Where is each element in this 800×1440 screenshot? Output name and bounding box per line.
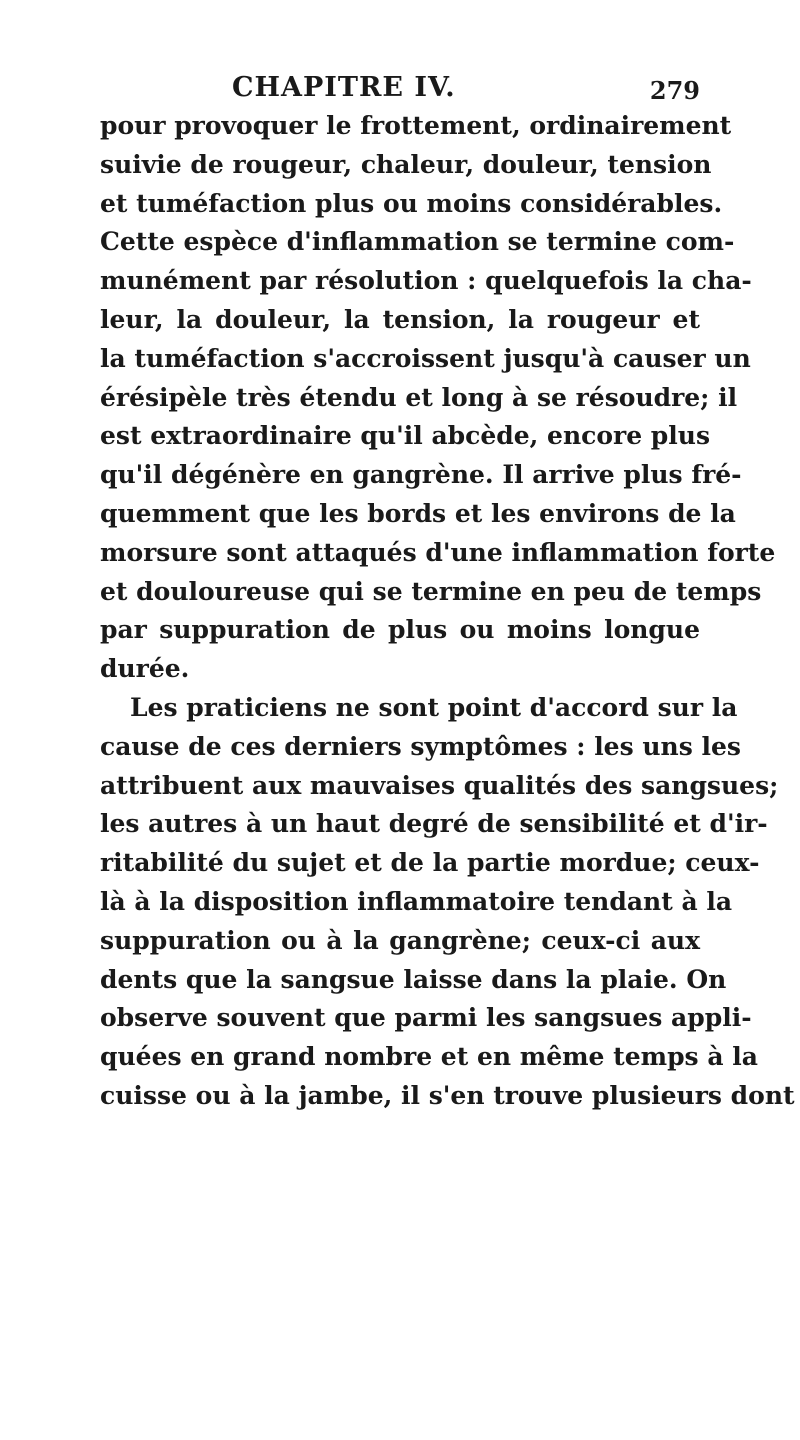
text-line: érésipèle très étendu et long à se résoudre; il xyxy=(100,382,738,412)
text-line: munément par résolution : quelquefois la cha- xyxy=(100,266,752,296)
text-line: suppuration ou à la gangrène; ceux-ci aux xyxy=(100,925,700,955)
text-line: cause de ces derniers symptômes : les uns les xyxy=(100,731,741,761)
text-line: par suppuration de plus ou moins longue xyxy=(100,615,700,645)
text-line: les autres à un haut degré de sensibilité et d'ir- xyxy=(100,809,768,839)
text-line: et tuméfaction plus ou moins considérables. xyxy=(100,188,723,218)
paragraph-start-line: Les praticiens ne sont point d'accord sur la xyxy=(130,692,738,722)
text-line: pour provoquer le frottement, ordinairement xyxy=(100,111,732,140)
text-line: observe souvent que parmi les sangsues appli- xyxy=(100,1003,752,1033)
text-line: durée. xyxy=(100,654,190,684)
body-text xyxy=(100,107,795,1116)
text-line: ritabilité du sujet et de la partie mordue; ceux- xyxy=(100,848,760,878)
text-line: est extraordinaire qu'il abcède, encore plus xyxy=(100,421,711,451)
text-line: qu'il dégénère en gangrène. Il arrive plus fré- xyxy=(100,460,742,490)
text-line: là à la disposition inflammatoire tendant à la xyxy=(100,886,733,916)
page-number: 279 xyxy=(649,76,700,105)
text-line: attribuent aux mauvaises qualités des sangsues; xyxy=(100,770,779,800)
chapter-title: CHAPITRE IV. xyxy=(232,72,456,103)
text-line: leur, la douleur, la tension, la rougeur et xyxy=(100,304,700,334)
text-line: quées en grand nombre et en même temps à la xyxy=(100,1042,758,1072)
text-line: et douloureuse qui se termine en peu de temps xyxy=(100,576,762,606)
text-line: cuisse ou à la jambe, il s'en trouve plusieurs dont xyxy=(100,1080,795,1110)
text-line: morsure sont attaqués d'une inflammation forte xyxy=(100,537,776,567)
text-line: suivie de rougeur, chaleur, douleur, tension xyxy=(100,149,712,179)
text-line: Cette espèce d'inflammation se termine com- xyxy=(100,227,735,257)
text-line: quemment que les bords et les environs de la xyxy=(100,498,736,528)
text-line: dents que la sangsue laisse dans la plaie. On xyxy=(100,964,727,994)
running-head xyxy=(100,72,700,112)
text-line: la tuméfaction s'accroissent jusqu'à causer un xyxy=(100,343,751,373)
